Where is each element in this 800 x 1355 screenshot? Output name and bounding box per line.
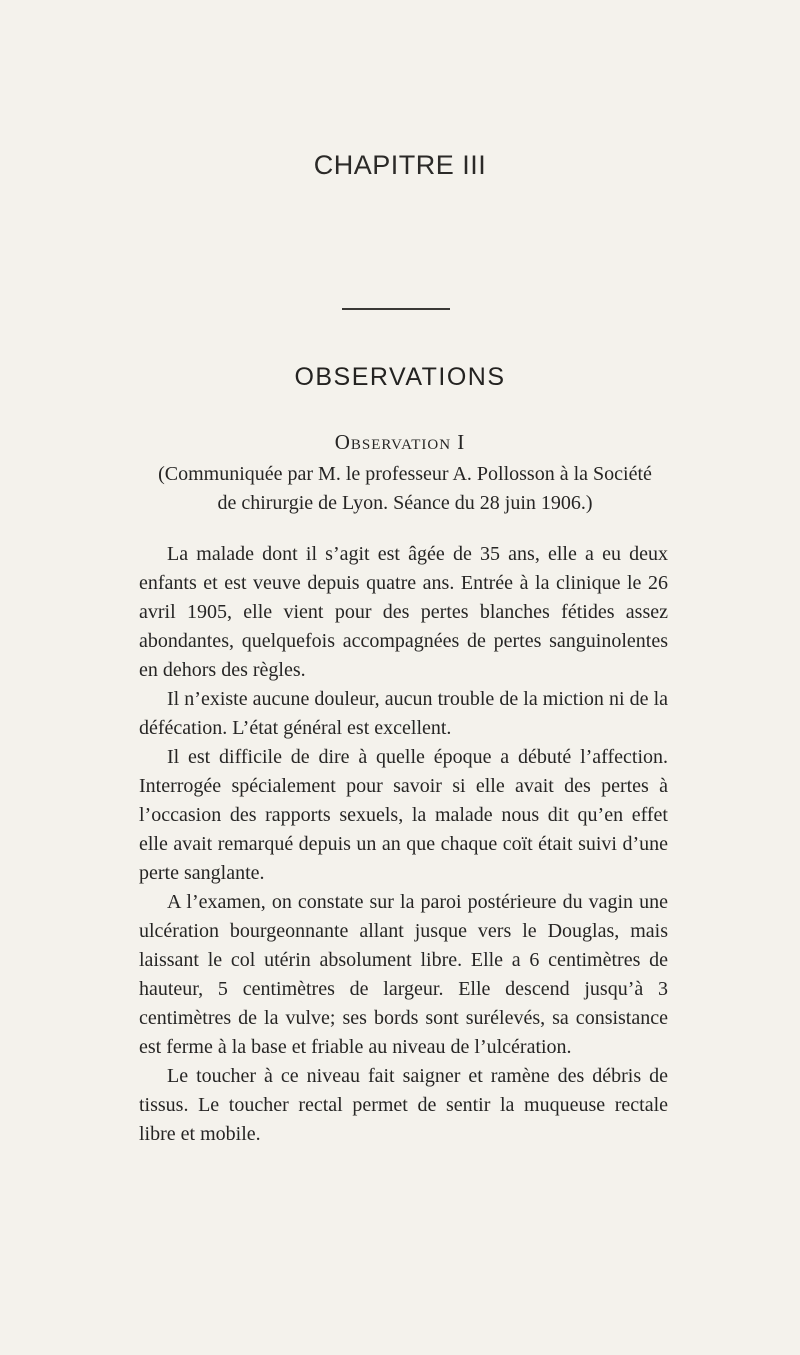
observation-intro: (Communiquée par M. le professeur A. Pollosson à la Société de chirurgie de Lyon. Séance du 28 juin 1906.) [158,463,652,514]
title-divider [342,308,450,310]
paragraph: La malade dont il s’agit est âgée de 35 ans, elle a eu deux enfants et est veuve depuis quatre ans. Entrée à la clinique le 26 avril 1905, elle vient pour des pertes blanches fétides assez abondantes, quelquefois accompagnées de pertes sanguinolentes en dehors des règles. [139,543,668,681]
section-title: OBSERVATIONS [294,363,506,391]
paragraph: A l’examen, on constate sur la paroi postérieure du vagin une ulcération bourgeonnante allant jusque vers le Douglas, mais laissant le col utérin absolument libre. Elle a 6 centimètres de hauteur, 5 centimètres de largeur. Elle descend jusqu’à 3 centimètres de la vulve; ses bords sont surélevés, sa consistance est ferme à la base et friable au niveau de l’ulcération. [139,891,668,1058]
paragraph: Il est difficile de dire à quelle époque a débuté l’affection. Interrogée spécialement pour savoir si elle avait des pertes à l’occasion des rapports sexuels, la malade nous dit qu’en effet elle avait remarqué depuis un an que chaque coït était suivi d’une perte sanglante. [139,746,668,884]
observation-body [139,540,668,1149]
chapter-title: CHAPITRE III [313,150,487,180]
paragraph: Le toucher à ce niveau fait saigner et ramène des débris de tissus. Le toucher rectal permet de sentir la muqueuse rectale libre et mobile. [139,1065,668,1145]
observation-heading: Observation I [334,430,466,454]
paragraph: Il n’existe aucune douleur, aucun trouble de la miction ni de la défécation. L’état général est excellent. [139,688,668,739]
